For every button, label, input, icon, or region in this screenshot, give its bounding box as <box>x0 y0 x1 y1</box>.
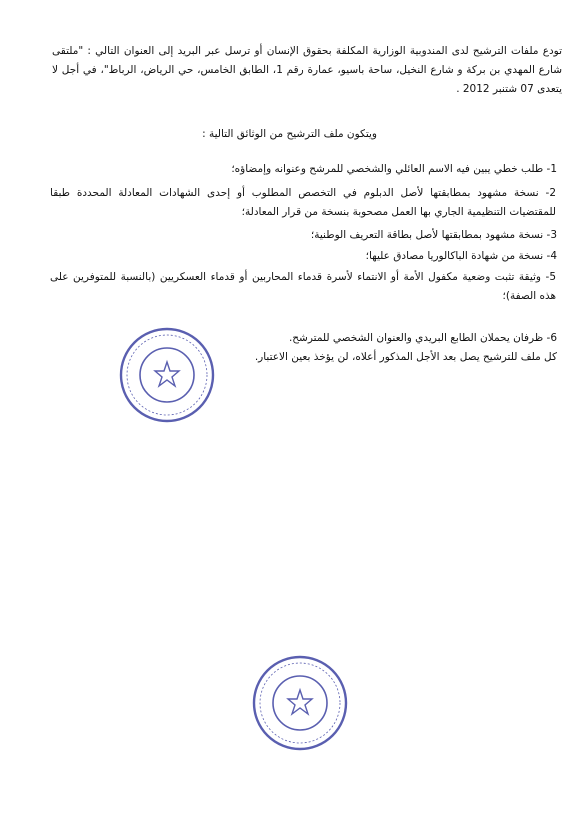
document-item-6: 6- ظرفان يحملان الطابع البريدي والعنوان الشخصي للمترشح. <box>288 332 557 344</box>
stamp-outer-ring <box>121 329 213 421</box>
documents-heading: ويتكون ملف الترشيح من الوثائق التالية : <box>202 128 377 140</box>
stamp-text-ring <box>260 663 340 743</box>
stamp-text-ring <box>127 335 207 415</box>
star-icon <box>155 362 179 386</box>
stamp-inner-ring <box>273 676 327 730</box>
stamp-outer-ring <box>254 657 346 749</box>
stamp-inner-ring <box>140 348 194 402</box>
official-stamp-lower <box>245 648 355 758</box>
intro-paragraph: تودع ملفات الترشيح لدى المندوبية الوزارية المكلفة بحقوق الإنسان أو ترسل عبر البريد إلى العنوان التالي : "ملتقى شارع المهدي بن بركة و شارع النخيل، ساحة باسيو، عمارة رقم 1، الطابق الخامس، حي الرياض، الرباط"، في أجل لا يتعدى 07 شتنبر 2012 . <box>52 45 562 95</box>
closing-note: كل ملف للترشيح يصل بعد الأجل المذكور أعلاه، لن يؤخذ بعين الاعتبار. <box>254 351 557 363</box>
document-item-1: 1- طلب خطي يبين فيه الاسم العائلي والشخصي للمرشح وعنوانه وإمضاؤه؛ <box>231 163 557 175</box>
document-item-4: 4- نسخة من شهادة الباكالوريا مصادق عليها؛ <box>365 250 557 262</box>
document-item-3: 3- نسخة مشهود بمطابقتها لأصل بطاقة التعريف الوطنية؛ <box>310 229 557 241</box>
document-item-5: 5- وثيقة تثبت وضعية مكفول الأمة أو الانتماء لأسرة قدماء المحاربين أو قدماء العسكريين (بالنسبة للمتوفرين على هذه الصفة)؛ <box>50 271 556 302</box>
star-icon <box>288 690 312 714</box>
document-item-2: 2- نسخة مشهود بمطابقتها لأصل الدبلوم في التخصص المطلوب أو إحدى الشهادات المعادلة المحددة طبقا للمقتضيات التنظيمية الجاري بها العمل مصحوبة بنسخة من قرار المعادلة؛ <box>50 187 556 218</box>
official-stamp-upper <box>112 320 222 430</box>
